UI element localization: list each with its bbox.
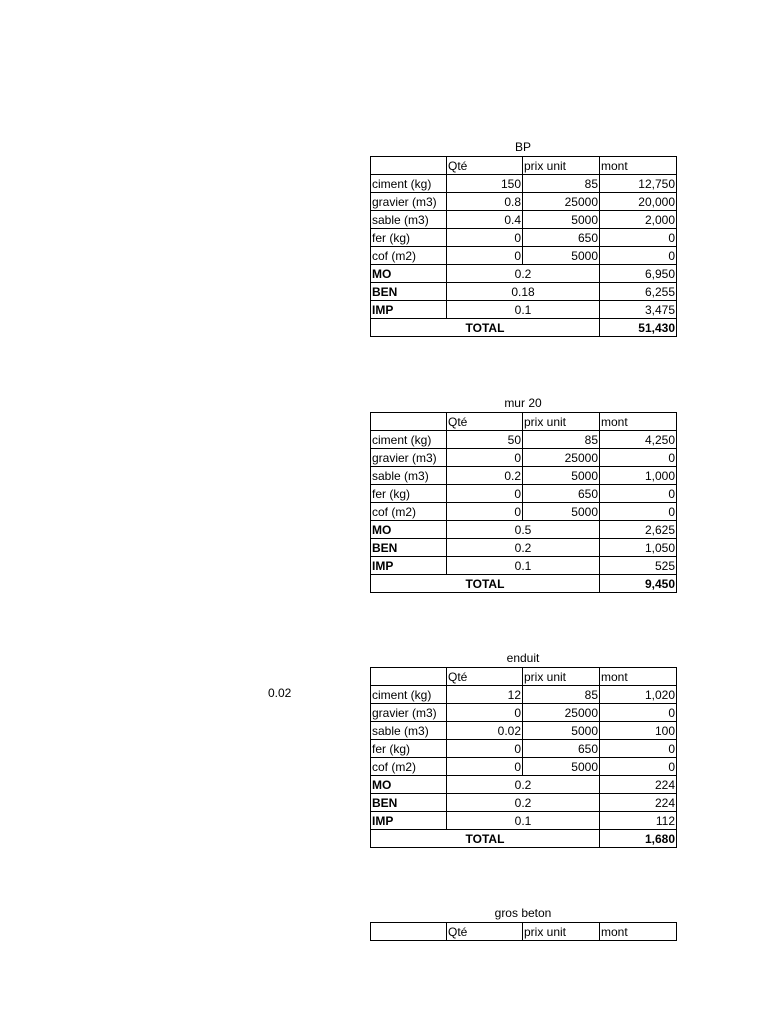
header-row	[371, 923, 677, 941]
extra-label[interactable]: BEN	[371, 283, 447, 301]
item-amount[interactable]: 0	[600, 740, 677, 758]
header-cell-amount[interactable]: mont	[600, 923, 677, 941]
item-amount[interactable]: 0	[600, 503, 677, 521]
item-price[interactable]: 25000	[523, 193, 600, 211]
total-label[interactable]: TOTAL	[371, 319, 600, 337]
item-price[interactable]: 5000	[523, 247, 600, 265]
table-row	[371, 467, 677, 485]
item-amount[interactable]: 0	[600, 449, 677, 467]
extra-rate[interactable]: 0.2	[447, 539, 600, 557]
extra-amount[interactable]: 2,625	[600, 521, 677, 539]
cost-table	[370, 667, 677, 848]
item-amount[interactable]: 1,020	[600, 686, 677, 704]
extra-row	[371, 776, 677, 794]
total-row	[371, 830, 677, 848]
table-row	[371, 431, 677, 449]
extra-amount[interactable]: 1,050	[600, 539, 677, 557]
extra-amount[interactable]: 224	[600, 776, 677, 794]
item-label[interactable]: ciment (kg)	[371, 686, 447, 704]
item-amount[interactable]: 0	[600, 704, 677, 722]
item-price[interactable]: 85	[523, 686, 600, 704]
item-qty[interactable]: 0	[447, 503, 523, 521]
item-price[interactable]: 5000	[523, 722, 600, 740]
item-label[interactable]: cof (m2)	[371, 758, 447, 776]
cost-table	[370, 412, 677, 593]
extra-amount[interactable]: 525	[600, 557, 677, 575]
item-price[interactable]: 5000	[523, 503, 600, 521]
item-amount[interactable]: 2,000	[600, 211, 677, 229]
table-row	[371, 229, 677, 247]
item-amount[interactable]: 0	[600, 229, 677, 247]
item-label[interactable]: fer (kg)	[371, 740, 447, 758]
header-cell-empty[interactable]	[371, 413, 447, 431]
cost-table	[370, 922, 677, 941]
header-cell-empty[interactable]	[371, 923, 447, 941]
item-amount[interactable]: 0	[600, 247, 677, 265]
extra-row	[371, 557, 677, 575]
item-label[interactable]: fer (kg)	[371, 485, 447, 503]
table-row	[371, 722, 677, 740]
header-cell-price[interactable]: prix unit	[523, 413, 600, 431]
item-label[interactable]: cof (m2)	[371, 503, 447, 521]
header-cell-empty[interactable]	[371, 157, 447, 175]
extra-amount[interactable]: 6,255	[600, 283, 677, 301]
item-label[interactable]: ciment (kg)	[371, 175, 447, 193]
total-row	[371, 319, 677, 337]
header-cell-amount[interactable]: mont	[600, 157, 677, 175]
extra-amount[interactable]: 6,950	[600, 265, 677, 283]
header-cell-qty[interactable]: Qté	[447, 923, 523, 941]
header-cell-amount[interactable]: mont	[600, 668, 677, 686]
item-qty[interactable]: 0	[447, 740, 523, 758]
header-row	[371, 413, 677, 431]
cost-table	[370, 156, 677, 337]
item-price[interactable]: 25000	[523, 704, 600, 722]
sheet-gros-beton	[370, 904, 676, 941]
extra-rate[interactable]: 0.2	[447, 265, 600, 283]
total-amount[interactable]: 9,450	[600, 575, 677, 593]
extra-row	[371, 794, 677, 812]
item-qty[interactable]: 0.02	[447, 722, 523, 740]
item-qty[interactable]: 0	[447, 247, 523, 265]
item-label[interactable]: fer (kg)	[371, 229, 447, 247]
extra-label[interactable]: MO	[371, 521, 447, 539]
item-label[interactable]: sable (m3)	[371, 467, 447, 485]
item-price[interactable]: 5000	[523, 467, 600, 485]
item-amount[interactable]: 0	[600, 758, 677, 776]
header-cell-amount[interactable]: mont	[600, 413, 677, 431]
extra-row	[371, 812, 677, 830]
sheet-title: mur 20	[504, 396, 542, 410]
extra-amount[interactable]: 112	[600, 812, 677, 830]
header-cell-price[interactable]: prix unit	[523, 668, 600, 686]
sheet-title: BP	[514, 140, 531, 154]
extra-rate[interactable]: 0.2	[447, 794, 600, 812]
extra-label[interactable]: IMP	[371, 301, 447, 319]
extra-row	[371, 521, 677, 539]
extra-rate[interactable]: 0.18	[447, 283, 600, 301]
extra-label[interactable]: IMP	[371, 812, 447, 830]
table-row	[371, 449, 677, 467]
item-qty[interactable]: 0.8	[447, 193, 523, 211]
item-amount[interactable]: 100	[600, 722, 677, 740]
item-price[interactable]: 650	[523, 740, 600, 758]
extra-rate[interactable]: 0.1	[447, 301, 600, 319]
item-qty[interactable]: 50	[447, 431, 523, 449]
item-qty[interactable]: 0.4	[447, 211, 523, 229]
item-qty[interactable]: 12	[447, 686, 523, 704]
side-note-value: 0.02	[268, 686, 292, 700]
item-label[interactable]: gravier (m3)	[371, 449, 447, 467]
extra-label[interactable]: BEN	[371, 794, 447, 812]
total-amount[interactable]: 51,430	[600, 319, 677, 337]
table-row	[371, 740, 677, 758]
extra-row	[371, 265, 677, 283]
header-cell-qty[interactable]: Qté	[447, 157, 523, 175]
item-amount[interactable]: 12,750	[600, 175, 677, 193]
sheet-title: enduit	[506, 651, 540, 665]
extra-amount[interactable]: 3,475	[600, 301, 677, 319]
sheet-title: gros beton	[494, 906, 552, 920]
header-cell-qty[interactable]: Qté	[447, 413, 523, 431]
table-row	[371, 704, 677, 722]
extra-row	[371, 283, 677, 301]
extra-label[interactable]: MO	[371, 265, 447, 283]
item-amount[interactable]: 1,000	[600, 467, 677, 485]
header-cell-price[interactable]: prix unit	[523, 923, 600, 941]
extra-rate[interactable]: 0.5	[447, 521, 600, 539]
item-label[interactable]: sable (m3)	[371, 211, 447, 229]
item-qty[interactable]: 0	[447, 449, 523, 467]
item-label[interactable]: sable (m3)	[371, 722, 447, 740]
extra-label[interactable]: MO	[371, 776, 447, 794]
table-row	[371, 758, 677, 776]
header-row	[371, 157, 677, 175]
table-row	[371, 247, 677, 265]
extra-label[interactable]: BEN	[371, 539, 447, 557]
item-price[interactable]: 5000	[523, 758, 600, 776]
header-cell-empty[interactable]	[371, 668, 447, 686]
header-cell-price[interactable]: prix unit	[523, 157, 600, 175]
total-label[interactable]: TOTAL	[371, 830, 600, 848]
extra-rate[interactable]: 0.1	[447, 812, 600, 830]
extra-amount[interactable]: 224	[600, 794, 677, 812]
table-row	[371, 686, 677, 704]
sheet-mur-20	[370, 394, 676, 593]
header-row	[371, 668, 677, 686]
table-row	[371, 503, 677, 521]
item-qty[interactable]: 0	[447, 704, 523, 722]
table-row	[371, 175, 677, 193]
table-row	[371, 193, 677, 211]
item-amount[interactable]: 0	[600, 485, 677, 503]
item-price[interactable]: 85	[523, 431, 600, 449]
item-qty[interactable]: 0	[447, 229, 523, 247]
extra-row	[371, 539, 677, 557]
total-amount[interactable]: 1,680	[600, 830, 677, 848]
item-label[interactable]: ciment (kg)	[371, 431, 447, 449]
extra-rate[interactable]: 0.2	[447, 776, 600, 794]
item-price[interactable]: 650	[523, 485, 600, 503]
sheet-bp	[370, 138, 676, 337]
total-label[interactable]: TOTAL	[371, 575, 600, 593]
extra-label[interactable]: IMP	[371, 557, 447, 575]
item-label[interactable]: gravier (m3)	[371, 193, 447, 211]
header-cell-qty[interactable]: Qté	[447, 668, 523, 686]
item-price[interactable]: 5000	[523, 211, 600, 229]
item-price[interactable]: 25000	[523, 449, 600, 467]
item-price[interactable]: 85	[523, 175, 600, 193]
item-label[interactable]: gravier (m3)	[371, 704, 447, 722]
item-qty[interactable]: 0	[447, 758, 523, 776]
item-price[interactable]: 650	[523, 229, 600, 247]
table-row	[371, 211, 677, 229]
extra-rate[interactable]: 0.1	[447, 557, 600, 575]
item-amount[interactable]: 20,000	[600, 193, 677, 211]
extra-row	[371, 301, 677, 319]
item-qty[interactable]: 0.2	[447, 467, 523, 485]
item-qty[interactable]: 150	[447, 175, 523, 193]
item-qty[interactable]: 0	[447, 485, 523, 503]
total-row	[371, 575, 677, 593]
table-row	[371, 485, 677, 503]
item-label[interactable]: cof (m2)	[371, 247, 447, 265]
item-amount[interactable]: 4,250	[600, 431, 677, 449]
sheet-enduit	[370, 649, 676, 848]
